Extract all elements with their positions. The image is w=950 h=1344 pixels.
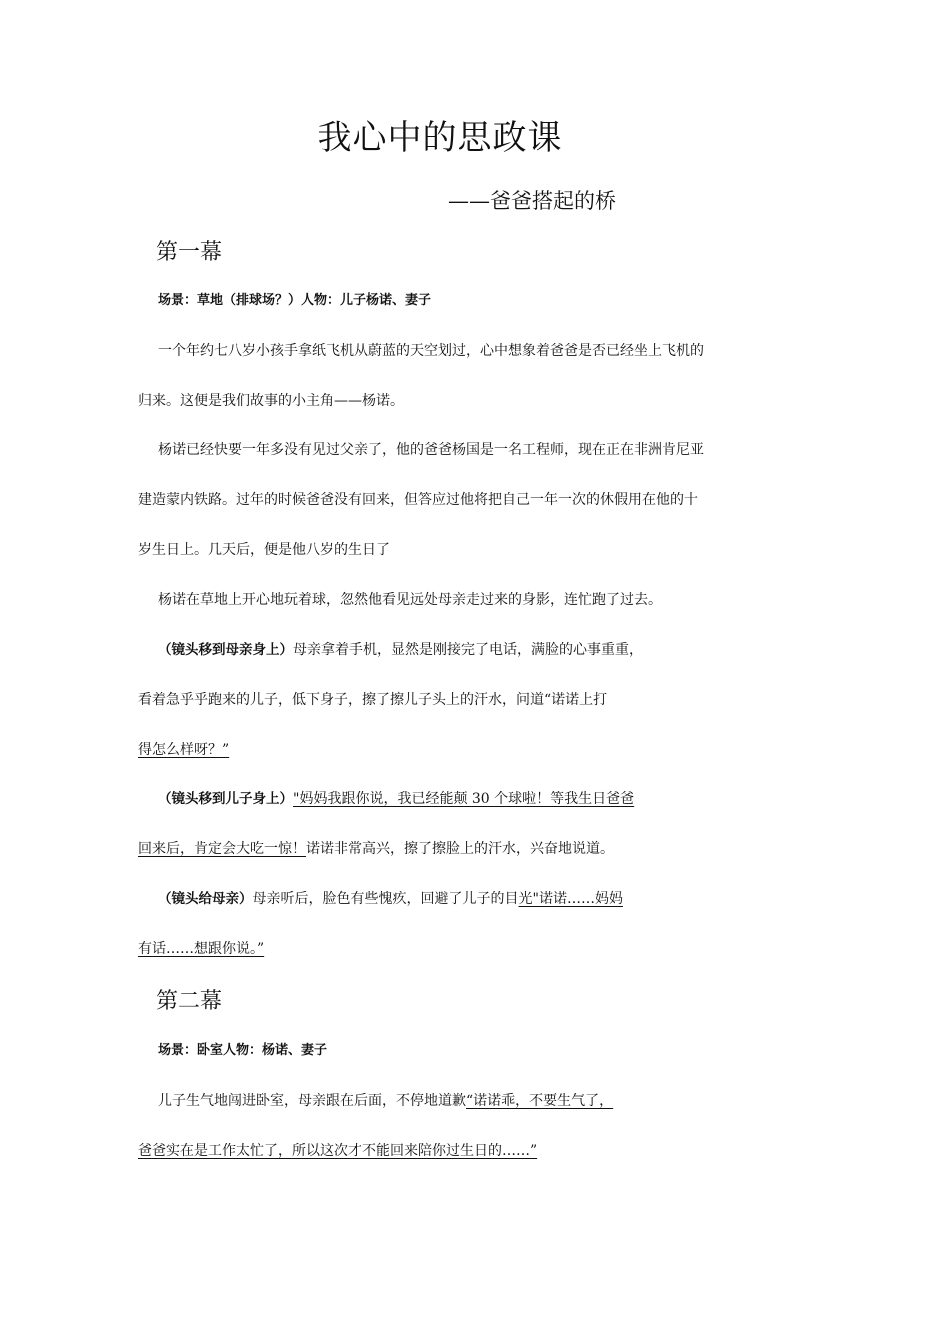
dialogue-text: "妈妈我跟你说，我已经能颠 30 个球啦！等我生日爸爸: [293, 791, 635, 807]
document-title: 我心中的思政课: [317, 118, 563, 158]
narration-text: 儿子生气地闯进卧室，母亲跟在后面，不停地道歉: [158, 1093, 466, 1109]
paragraph-line: 归来。这便是我们故事的小主角——杨诺。: [138, 393, 404, 409]
paragraph-line: 杨诺在草地上开心地玩着球，忽然他看见远处母亲走过来的身影，连忙跑了过去。: [158, 592, 662, 608]
dialogue-text: 母亲拿着手机，显然是刚接完了电话，满脸的心事重重，: [293, 642, 643, 658]
dialogue-text: 光"诺诺……妈妈: [518, 891, 623, 907]
paragraph-line: 岁生日上。几天后，便是他八岁的生日了: [138, 542, 390, 558]
paragraph-line: [158, 888, 623, 910]
paragraph-line: [158, 1090, 613, 1112]
dialogue-text: 回来后，肯定会大吃一惊！: [138, 841, 306, 857]
paragraph-line: [158, 639, 643, 661]
paragraph-line: 看着急乎乎跑来的儿子，低下身子，擦了擦儿子头上的汗水，问道“诺诺上打: [138, 692, 608, 708]
paragraph-line: 杨诺已经快要一年多没有见过父亲了，他的爸爸杨国是一名工程师，现在正在非洲肯尼亚: [158, 442, 704, 458]
camera-cue: （镜头给母亲）: [158, 891, 253, 907]
act-two-scene: 场景：卧室人物：杨诺、妻子: [158, 1043, 328, 1058]
narration-text: 母亲听后，脸色有些愧疚，回避了儿子的目: [252, 891, 519, 907]
camera-cue: （镜头移到儿子身上）: [158, 791, 293, 807]
camera-cue: （镜头移到母亲身上）: [158, 642, 293, 658]
document-subtitle: ——爸爸搭起的桥: [448, 189, 616, 213]
paragraph-line: 有话……想跟你说。”: [138, 941, 265, 957]
paragraph-line: [138, 838, 614, 860]
narration-text: 诺诺非常高兴，擦了擦脸上的汗水，兴奋地说道。: [306, 841, 614, 857]
paragraph-line: 爸爸实在是工作太忙了，所以这次才不能回来陪你过生日的……”: [138, 1143, 538, 1159]
act-one-heading: 第一幕: [156, 240, 223, 265]
paragraph-line: [158, 788, 634, 810]
paragraph-line: 建造蒙内铁路。过年的时候爸爸没有回来，但答应过他将把自己一年一次的休假用在他的十: [138, 492, 698, 508]
act-two-heading: 第二幕: [156, 989, 223, 1014]
act-one-scene: 场景：草地（排球场？）人物：儿子杨诺、妻子: [158, 293, 432, 308]
dialogue-text: “诺诺乖，不要生气了，: [466, 1093, 614, 1109]
paragraph-line: 一个年约七八岁小孩手拿纸飞机从蔚蓝的天空划过，心中想象着爸爸是否已经坐上飞机的: [158, 343, 704, 359]
paragraph-line: 得怎么样呀？”: [138, 742, 230, 758]
